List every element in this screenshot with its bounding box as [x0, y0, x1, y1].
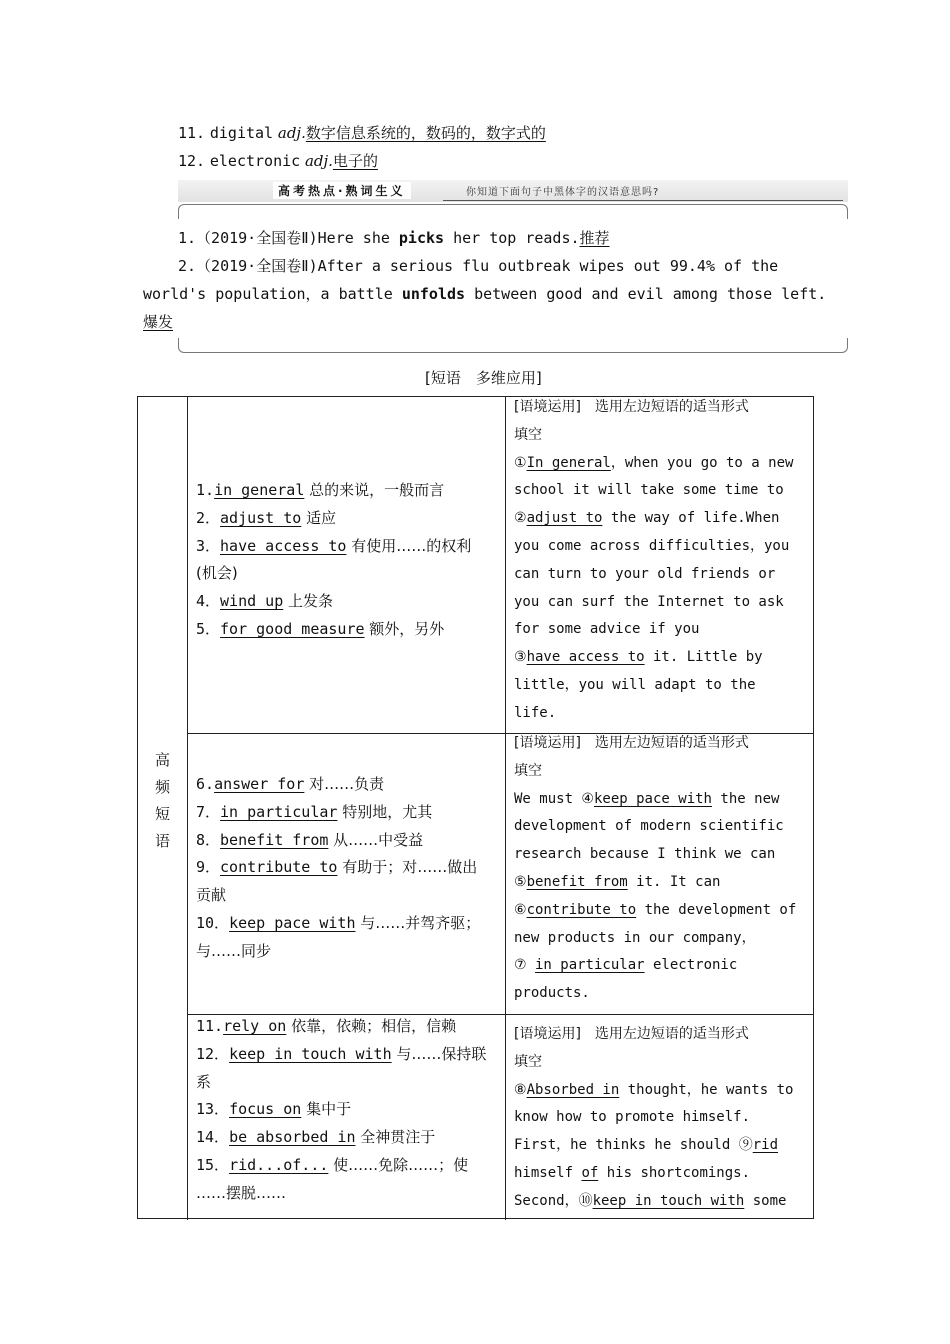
answer-blank: rid — [752, 1137, 779, 1154]
phrase-meaning: 与……保持联 — [391, 1044, 487, 1063]
passage-line — [514, 925, 796, 953]
phrase-number: 12． — [196, 1044, 230, 1063]
section-heading: [短语 多维应用] — [425, 369, 542, 387]
context-label: [语境运用] 选用左边短语的适当形式 — [514, 399, 749, 415]
phrase-meaning: 特别地，尤其 — [337, 802, 433, 821]
phrase-item — [196, 827, 480, 855]
context-label: [语境运用] 选用左边短语的适当形式 — [514, 1026, 749, 1042]
passage-text: development of modern scientific — [514, 818, 784, 835]
phrase-text: for good measure — [220, 619, 365, 638]
phrase-meaning: 适应 — [301, 508, 337, 527]
example-2-text: 2.（2019·全国卷Ⅱ)After a serious flu outbreak wipes out 99.4% of the — [178, 257, 779, 275]
phrase-number: 4． — [196, 592, 221, 611]
passage-text: ，when you go to a new — [610, 454, 794, 471]
answer-blank: have access to — [526, 649, 645, 666]
phrase-table — [137, 396, 814, 1219]
passage-text: his shortcomings. — [598, 1164, 751, 1181]
vocab-line-12 — [178, 151, 378, 171]
passage-text: for some advice if you — [514, 621, 700, 638]
phrase-item — [196, 616, 471, 644]
phrase-item — [196, 938, 480, 966]
answer-blank: of — [581, 1164, 599, 1181]
passage-text: the new — [712, 790, 780, 807]
example-2-answer: 爆发 — [143, 313, 174, 331]
phrase-item — [196, 910, 480, 938]
passage-text: ⑥ — [514, 901, 527, 918]
phrase-item — [196, 1096, 486, 1124]
phrase-meaning: 系 — [196, 1072, 212, 1091]
passage-line — [514, 505, 793, 533]
passage-line — [514, 616, 793, 644]
passage-text: ① — [514, 454, 527, 471]
passage-text: school it will take some time to — [514, 482, 784, 499]
phrase-meaning: 有助于；对……做出 — [337, 858, 478, 877]
phrase-text: in general — [214, 481, 305, 499]
passage-text: some — [744, 1192, 787, 1209]
frame-bottom — [178, 338, 848, 353]
answer-blank: in particular — [534, 957, 645, 974]
answer-blank: adjust to — [526, 510, 603, 527]
phrase-meaning: 额外，另外 — [364, 619, 445, 638]
passage-text: the development of — [636, 901, 797, 918]
phrase-text: benefit from — [220, 830, 329, 849]
phrase-item — [196, 799, 480, 827]
passage-line — [514, 786, 796, 814]
phrase-meaning: 依靠，依赖；相信，信赖 — [286, 1017, 457, 1035]
example-2-rest: between good and evil among those left. — [465, 285, 827, 303]
phrase-text: keep in touch with — [229, 1044, 392, 1063]
phrase-item — [196, 477, 471, 505]
phrase-number: 10． — [196, 913, 230, 932]
phrase-item — [196, 1069, 486, 1097]
context-label: 填空 — [514, 762, 542, 779]
phrase-number: 15． — [196, 1155, 230, 1174]
example-1-rest: her top reads. — [444, 229, 580, 247]
example-2-text-2: world's population，a battle — [143, 285, 402, 303]
phrase-meaning: 集中于 — [301, 1100, 352, 1119]
phrase-text: in particular — [220, 802, 338, 821]
phrase-number: 11. — [196, 1017, 224, 1035]
passage-text: ⑧ — [514, 1081, 527, 1098]
col-divider-1 — [187, 397, 188, 1220]
vocab-word: electronic — [209, 152, 301, 170]
answer-blank: benefit from — [526, 873, 628, 890]
phrase-number: 9． — [196, 858, 221, 877]
passage-line — [514, 672, 793, 700]
example-2-line-3 — [143, 312, 173, 332]
vocab-word: digital — [209, 124, 274, 142]
example-2-line-1 — [178, 256, 778, 276]
phrase-meaning: 上发条 — [283, 592, 334, 611]
passage-text: thought，he wants to — [619, 1081, 794, 1098]
phrase-meaning: ……摆脱…… — [196, 1183, 287, 1202]
passage-text: We must ④ — [514, 790, 594, 807]
passage-text: First，he thinks he should ⑨ — [514, 1137, 753, 1154]
passage-line — [514, 700, 793, 728]
phrase-text: answer for — [214, 775, 305, 793]
phrase-item — [196, 854, 480, 882]
passage-line — [514, 1104, 793, 1132]
phrase-number: 6. — [196, 775, 215, 793]
context-label: [语境运用] 选用左边短语的适当形式 — [514, 735, 749, 751]
passage-text: can turn to your old friends or — [514, 565, 776, 582]
category-char: 高 — [154, 751, 170, 769]
passage-text: the way of life.When — [602, 510, 780, 527]
band-hint: 你知道下面句子中黑体字的汉语意思吗? — [466, 187, 660, 198]
phrase-item — [196, 771, 480, 799]
phrase-item — [196, 588, 471, 616]
phrase-text: rid...of... — [229, 1155, 329, 1174]
passage-text: you can surf the Internet to ask — [514, 593, 784, 610]
phrase-text: adjust to — [220, 508, 302, 527]
passage-text: Second，⑩ — [514, 1192, 593, 1209]
answer-blank: keep pace with — [593, 790, 712, 807]
phrase-number: 13． — [196, 1100, 230, 1119]
phrase-number: 1. — [196, 481, 215, 499]
category-label — [138, 747, 187, 855]
phrase-number: 5． — [196, 619, 221, 638]
example-2-line-2 — [143, 284, 826, 304]
phrase-meaning: 有使用……的权利 — [346, 536, 472, 555]
passage-text: ② — [514, 510, 527, 527]
phrase-number: 2． — [196, 508, 221, 527]
passage-text: himself — [514, 1164, 582, 1181]
vocab-number: 11. — [178, 124, 206, 142]
answer-blank: keep in touch with — [592, 1192, 745, 1209]
example-1-text: 1.（2019·全国卷Ⅱ)Here she — [178, 229, 399, 247]
vocab-line-11 — [178, 123, 546, 143]
example-1-bold-word: picks — [398, 229, 445, 247]
answer-blank: Absorbed in — [526, 1081, 620, 1098]
passage-line — [514, 1188, 793, 1216]
phrase-meaning: 与……同步 — [196, 941, 272, 960]
context-passage-1 — [514, 394, 793, 728]
phrase-item — [196, 1013, 486, 1041]
passage-line — [514, 869, 796, 897]
phrase-meaning: 使……免除……；使 — [328, 1155, 469, 1174]
passage-line — [514, 477, 793, 505]
phrase-number: 3． — [196, 536, 221, 555]
phrase-text: be absorbed in — [229, 1128, 356, 1147]
passage-line — [514, 813, 796, 841]
phrase-item — [196, 1041, 486, 1069]
answer-blank: In general — [526, 454, 611, 471]
phrase-text: rely on — [223, 1017, 287, 1035]
category-char: 短 — [154, 805, 170, 823]
passage-text: it. It can — [627, 873, 721, 890]
phrase-meaning: 贡献 — [196, 886, 227, 905]
passage-text: life. — [514, 704, 557, 721]
phrase-text: focus on — [229, 1100, 302, 1119]
phrase-meaning: (机会) — [196, 564, 238, 583]
phrase-number: 14． — [196, 1128, 230, 1147]
vocab-meaning: 电子的 — [332, 152, 378, 170]
passage-text: ⑤ — [514, 873, 527, 890]
phrase-text: keep pace with — [229, 913, 356, 932]
phrase-item — [196, 1180, 486, 1208]
passage-line — [514, 1077, 793, 1105]
context-label: 填空 — [514, 426, 542, 443]
category-char: 频 — [154, 778, 170, 796]
phrase-item — [196, 1124, 486, 1152]
phrase-text: wind up — [220, 592, 284, 611]
phrase-meaning: 从……中受益 — [328, 830, 424, 849]
phrase-number: 7． — [196, 802, 221, 821]
phrase-list-2 — [196, 771, 480, 966]
passage-text: research because I think we can — [514, 846, 776, 863]
phrase-item — [196, 560, 471, 588]
vocab-meaning: 数字信息系统的，数码的，数字式的 — [305, 124, 546, 142]
phrase-number: 8． — [196, 830, 221, 849]
passage-text: know how to promote himself. — [514, 1109, 751, 1126]
passage-line — [514, 1160, 793, 1188]
band-underline — [443, 200, 843, 201]
band-title: 高考热点·熟词生义 — [273, 182, 411, 199]
context-label: 填空 — [514, 1053, 542, 1070]
passage-line — [514, 589, 793, 617]
phrase-list-1 — [196, 477, 471, 644]
phrase-list-3 — [196, 1013, 486, 1208]
passage-line — [514, 644, 793, 672]
vocab-pos: adj. — [277, 124, 306, 142]
example-2-bold-word: unfolds — [401, 285, 466, 303]
passage-text: you come across difficulties，you — [514, 537, 790, 554]
col-divider-2 — [505, 397, 506, 1220]
phrase-item — [196, 882, 480, 910]
passage-line — [514, 533, 793, 561]
example-1-answer: 推荐 — [579, 229, 610, 247]
passage-line — [514, 561, 793, 589]
passage-text: new products in our company， — [514, 929, 756, 946]
phrase-text: have access to — [220, 536, 347, 555]
context-passage-2 — [514, 730, 796, 1008]
passage-text: ③ — [514, 649, 527, 666]
passage-line — [514, 952, 796, 980]
passage-text: ⑦ — [514, 957, 535, 974]
phrase-meaning: 与……并驾齐驱； — [355, 913, 481, 932]
passage-line — [514, 1132, 793, 1160]
phrase-meaning: 对……负责 — [304, 775, 385, 793]
phrase-item — [196, 1152, 486, 1180]
phrase-meaning: 全神贯注于 — [355, 1128, 436, 1147]
passage-line — [514, 897, 796, 925]
context-passage-3 — [514, 1021, 793, 1216]
category-char: 语 — [154, 832, 170, 850]
phrase-item — [196, 505, 471, 533]
passage-line — [514, 450, 793, 478]
passage-line — [514, 841, 796, 869]
phrase-meaning: 总的来说，一般而言 — [304, 481, 445, 499]
passage-line — [514, 980, 796, 1008]
passage-text: little，you will adapt to the — [514, 676, 756, 693]
passage-text: products. — [514, 985, 590, 1002]
example-1 — [178, 228, 610, 248]
frame-top — [178, 204, 848, 219]
passage-text: it. Little by — [644, 649, 763, 666]
vocab-pos: adj. — [304, 152, 333, 170]
vocab-number: 12. — [178, 152, 206, 170]
phrase-item — [196, 533, 471, 561]
phrase-text: contribute to — [220, 858, 338, 877]
answer-blank: contribute to — [526, 901, 637, 918]
passage-text: electronic — [644, 957, 738, 974]
